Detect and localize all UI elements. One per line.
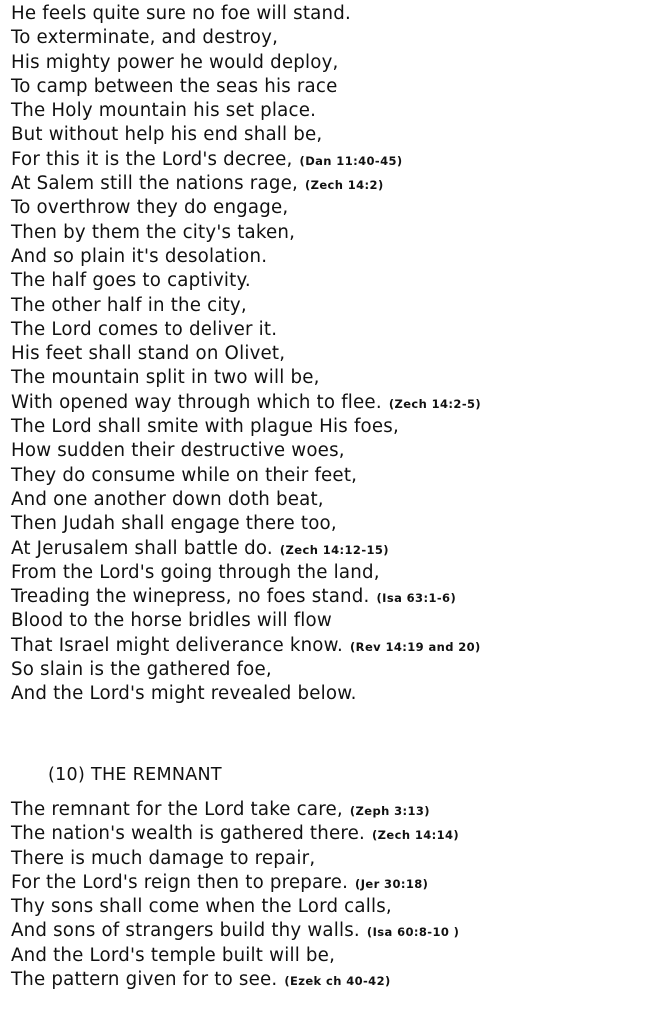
poem-line — [11, 51, 661, 75]
poem-line — [11, 366, 661, 390]
poem-section-2 — [11, 798, 661, 992]
poem-line — [11, 294, 661, 318]
line-text: The Holy mountain his set place. — [11, 100, 317, 122]
line-text: To camp between the seas his race — [11, 75, 338, 97]
line-text: And sons of strangers build thy walls. — [11, 920, 360, 942]
line-text: From the Lord's going through the land, — [11, 561, 380, 583]
poem-line — [11, 609, 661, 633]
scripture-reference: (Zech 14:2-5) — [388, 396, 482, 411]
poem-line — [11, 944, 661, 968]
scripture-reference: (Zech 14:14) — [372, 828, 460, 843]
line-text: For the Lord's reign then to prepare. — [11, 871, 349, 893]
poem-line — [11, 99, 661, 123]
poem-line — [11, 561, 661, 585]
poem-line — [11, 172, 661, 196]
poem-line — [11, 342, 661, 366]
line-text: His feet shall stand on Olivet, — [11, 343, 286, 365]
line-text: Then by them the city's taken, — [11, 221, 296, 243]
line-text: The Lord shall smite with plague His foes, — [11, 416, 399, 438]
poem-line — [11, 196, 661, 220]
scripture-reference: (Rev 14:19 and 20) — [350, 639, 481, 654]
line-text: That Israel might deliverance know. — [11, 634, 344, 656]
line-text: And the Lord's temple built will be, — [11, 944, 336, 966]
poem-line — [11, 464, 661, 488]
poem-line — [11, 26, 661, 50]
scripture-reference: (Ezek ch 40-42) — [284, 974, 391, 989]
poem-line — [11, 822, 661, 846]
line-text: For this it is the Lord's decree, — [11, 148, 293, 170]
poem-line — [11, 895, 661, 919]
line-text: To overthrow they do engage, — [11, 197, 289, 219]
poem-line — [11, 318, 661, 342]
poem-line — [11, 871, 661, 895]
scripture-reference: (Jer 30:18) — [355, 876, 429, 891]
poem-line — [11, 798, 661, 822]
line-text: And one another down doth beat, — [11, 488, 324, 510]
poem-line — [11, 2, 661, 26]
poem-line — [11, 221, 661, 245]
scripture-reference: (Zech 14:2) — [304, 178, 384, 193]
poem-line — [11, 634, 661, 658]
poem-line — [11, 148, 661, 172]
poem-line — [11, 269, 661, 293]
scripture-reference: (Dan 11:40-45) — [299, 153, 403, 168]
scripture-reference: (Isa 63:1-6) — [376, 591, 457, 606]
line-text: And the Lord's might revealed below. — [11, 683, 357, 705]
section-heading: (10) THE REMNANT — [48, 765, 222, 785]
line-text: The Lord comes to deliver it. — [11, 318, 278, 340]
poem-line — [11, 75, 661, 99]
line-text: How sudden their destructive woes, — [11, 440, 345, 462]
line-text: To exterminate, and destroy, — [11, 27, 279, 49]
line-text: The remnant for the Lord take care, — [11, 799, 343, 820]
poem-line — [11, 658, 661, 682]
line-text: So slain is the gathered foe, — [11, 659, 272, 681]
line-text: Treading the winepress, no foes stand. — [11, 586, 370, 608]
line-text: They do consume while on their feet, — [11, 464, 358, 486]
line-text: At Jerusalem shall battle do. — [11, 537, 273, 559]
poem-line — [11, 123, 661, 147]
scripture-reference: (Zeph 3:13) — [349, 804, 430, 818]
line-text: And so plain it's desolation. — [11, 245, 268, 267]
line-text: The mountain split in two will be, — [11, 367, 320, 389]
poem-line — [11, 847, 661, 871]
poem-section-1 — [11, 2, 661, 707]
poem-line — [11, 439, 661, 463]
line-text: Then Judah shall engage there too, — [11, 513, 337, 535]
poem-line — [11, 537, 661, 561]
poem-line — [11, 488, 661, 512]
scripture-reference: (Isa 60:8-10 ) — [366, 925, 460, 940]
line-text: Blood to the horse bridles will flow — [11, 610, 332, 632]
poem-line — [11, 968, 661, 992]
poem-line — [11, 512, 661, 536]
line-text: Thy sons shall come when the Lord calls, — [11, 896, 392, 918]
poem-line — [11, 415, 661, 439]
line-text: The half goes to captivity. — [11, 270, 251, 292]
poem-line — [11, 585, 661, 609]
line-text: At Salem still the nations rage, — [11, 173, 298, 195]
poem-line — [11, 919, 661, 943]
line-text: He feels quite sure no foe will stand. — [11, 3, 351, 24]
line-text: The pattern given for to see. — [11, 969, 278, 991]
poem-line — [11, 245, 661, 269]
scripture-reference: (Zech 14:12-15) — [279, 542, 389, 557]
line-text: There is much damage to repair, — [11, 847, 316, 869]
line-text: With opened way through which to flee. — [11, 391, 382, 413]
line-text: The nation's wealth is gathered there. — [11, 823, 366, 845]
line-text: His mighty power he would deploy, — [11, 51, 339, 73]
line-text: But without help his end shall be, — [11, 124, 323, 146]
poem-line — [11, 682, 661, 706]
line-text: The other half in the city, — [11, 294, 247, 316]
poem-line — [11, 391, 661, 415]
